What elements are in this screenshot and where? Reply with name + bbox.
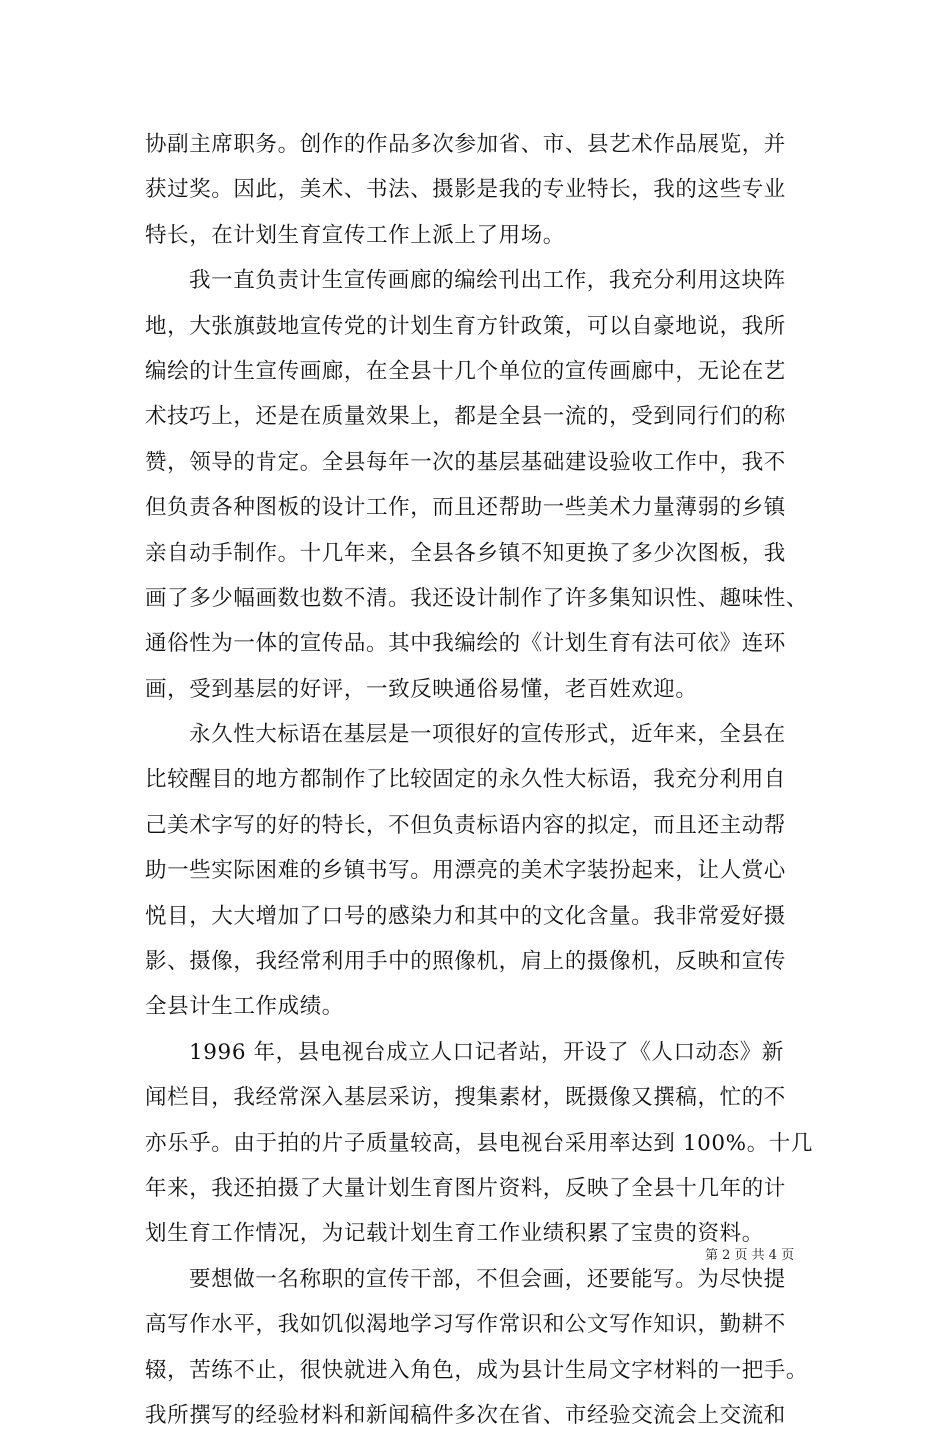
text-line: 高写作水平，我如饥似渴地学习写作常识和公文写作知识，勤耕不	[145, 1312, 786, 1338]
text-line: 亲自动手制作。十几年来，全县各乡镇不知更换了多少次图板，我	[145, 540, 786, 566]
paragraph-start-line: 永久性大标语在基层是一项很好的宣传形式，近年来，全县在	[189, 722, 786, 748]
text-line: 画，受到基层的好评，一致反映通俗易懂，老百姓欢迎。	[145, 676, 698, 702]
text-line: 特长，在计划生育宣传工作上派上了用场。	[145, 222, 565, 248]
text-line: 影、摄像，我经常利用手中的照像机，肩上的摄像机，反映和宣传	[145, 949, 786, 975]
text-line: 我所撰写的经验材料和新闻稿件多次在省、市经验交流会上交流和	[145, 1402, 786, 1428]
paragraph-start-line: 我一直负责计生宣传画廊的编绘刊出工作，我充分利用这块阵	[189, 268, 786, 294]
text-line: 闻栏目，我经常深入基层采访，搜集素材，既摄像又撰稿，忙的不	[145, 1085, 786, 1111]
text-line: 获过奖。因此，美术、书法、摄影是我的专业特长，我的这些专业	[145, 177, 786, 203]
text-line: 通俗性为一体的宣传品。其中我编绘的《计划生育有法可依》连环	[145, 631, 786, 657]
text-line: 划生育工作情况，为记载计划生育工作业绩积累了宝贵的资料。	[145, 1221, 764, 1247]
text-line: 但负责各种图板的设计工作，而且还帮助一些美术力量薄弱的乡镇	[145, 495, 786, 521]
page-number-footer: 第 2 页 共 4 页	[705, 1248, 795, 1263]
text-line: 全县计生工作成绩。	[145, 994, 344, 1020]
text-line: 协副主席职务。创作的作品多次参加省、市、县艺术作品展览，并	[145, 132, 786, 157]
text-line: 年来，我还拍摄了大量计划生育图片资料，反映了全县十几年的计	[145, 1175, 786, 1201]
text-line: 地，大张旗鼓地宣传党的计划生育方针政策，可以自豪地说，我所	[145, 313, 786, 339]
text-line: 术技巧上，还是在质量效果上，都是全县一流的，受到同行们的称	[145, 404, 786, 430]
text-line: 编绘的计生宣传画廊，在全县十几个单位的宣传画廊中，无论在艺	[145, 358, 786, 384]
paragraph-start-line: 1996 年，县电视台成立人口记者站，开设了《人口动态》新	[189, 1039, 784, 1065]
text-line: 赞，领导的肯定。全县每年一次的基层基础建设验收工作中，我不	[145, 449, 786, 475]
text-line: 己美术字写的好的特长，不但负责标语内容的拟定，而且还主动帮	[145, 812, 786, 838]
text-line: 比较醒目的地方都制作了比较固定的永久性大标语，我充分利用自	[145, 767, 786, 793]
text-line: 悦目，大大增加了口号的感染力和其中的文化含量。我非常爱好摄	[145, 903, 786, 929]
body-text	[145, 122, 814, 1438]
text-line: 辍，苦练不止，很快就进入角色，成为县计生局文字材料的一把手。	[145, 1357, 809, 1383]
text-line: 亦乐乎。由于拍的片子质量较高，县电视台采用率达到 100%。十几	[145, 1130, 814, 1156]
paragraph-start-line: 要想做一名称职的宣传干部，不但会画，还要能写。为尽快提	[189, 1266, 786, 1292]
text-line: 画了多少幅画数也数不清。我还设计制作了许多集知识性、趣味性、	[145, 585, 809, 611]
text-line: 助一些实际困难的乡镇书写。用漂亮的美术字装扮起来，让人赏心	[145, 858, 786, 884]
